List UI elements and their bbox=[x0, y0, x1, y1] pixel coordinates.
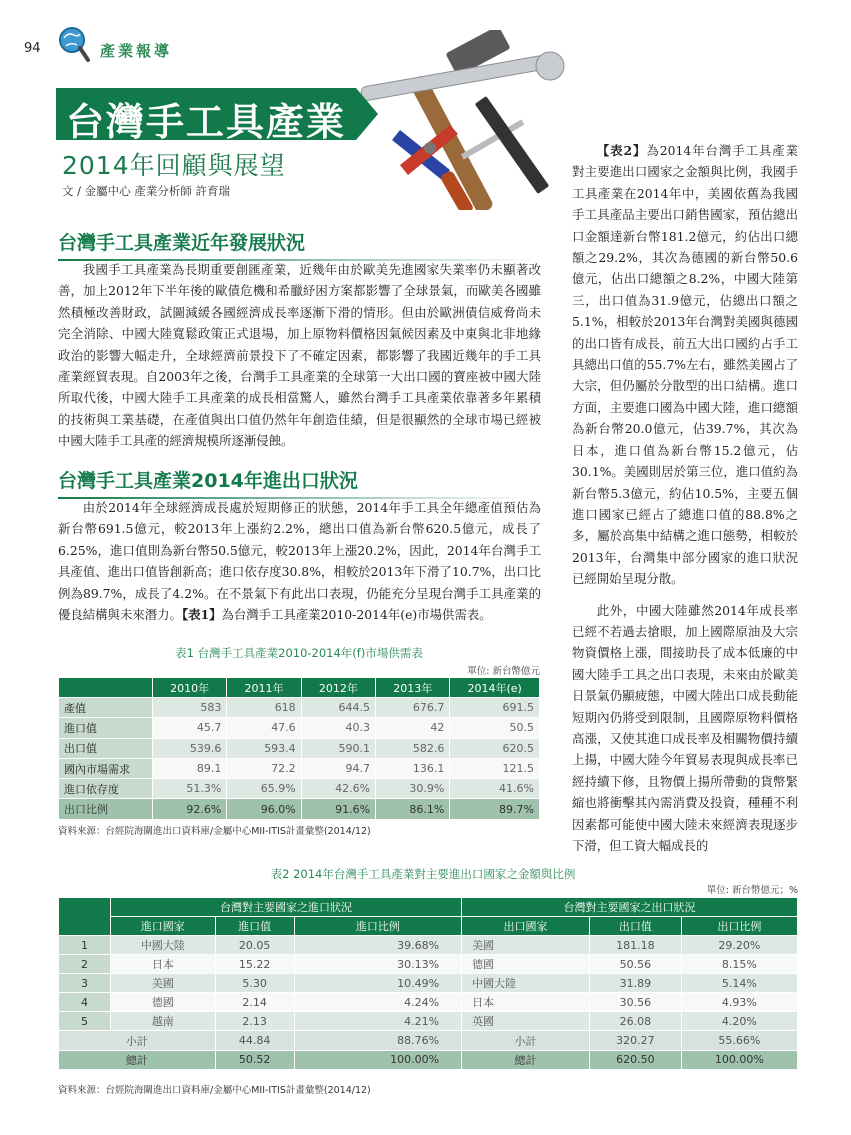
cell: 181.18 bbox=[589, 936, 681, 955]
cell: 4.24% bbox=[294, 993, 461, 1012]
cell: 91.6% bbox=[301, 799, 375, 819]
right-paragraph-2: 此外，中國大陸雖然2014年成長率已經不若過去搶眼，加上國際原油及大宗物資價格上漲，間接助長了成本低廉的中國大陸手工具之出口表現，未來由於歐美日景氣仍顯疲態，中國大陸出口成長動能短期內仍將受到限制，且國際原物料價格高漲，又使其進口成長率及相關物價持續上揚，中國大陸今年貿易表現與成長率已經持續下修，且物價上揚所帶動的貨幣緊縮也將衝擊其內需消費及投資，種種不利因素都可能使中國大陸未來經濟表現逐步下滑，但工資大幅成長的 bbox=[572, 602, 798, 853]
cell: 583 bbox=[153, 698, 227, 718]
cell: 50.5 bbox=[450, 718, 540, 738]
cell: 50.52 bbox=[215, 1050, 294, 1069]
row-label: 進口值 bbox=[59, 718, 153, 738]
table1-header-2014: 2014年(e) bbox=[450, 678, 540, 698]
byline: 文 / 金屬中心 產業分析師 許育瑞 bbox=[62, 184, 230, 198]
cell: 26.08 bbox=[589, 1012, 681, 1031]
cell: 8.15% bbox=[681, 955, 797, 974]
magnifier-globe-icon bbox=[58, 26, 90, 64]
cell: 100.00% bbox=[681, 1050, 797, 1069]
section1-paragraph: 我國手工具產業為長期重要創匯產業，近幾年由於歐美先進國家失業率仍未顯著改善，加上2012年下半年後的歐債危機和希臘紓困方案都影響了全球景氣，而歐美各國雖然積極改善財政，試圖減緩各國經濟成長率逐漸下滑的情形。但由於歐洲債信威脅尚未完全消除、中國大陸寬鬆政策正式退場，加上原物料價格因氣候因素及中東與北非地緣政治的影響大幅走升，全球經濟前景投下了不確定因素，都影響了我國近幾年的手工具產業經貿表現。自2003年之後，台灣手工具產業的全球第一大出口國的寶座被中國大陸所取代後，中國大陸手工具產業的成長相當驚人，雖然台灣手工具產業依靠著多年累積的技術與工業基礎，在產值與出口值仍然年年創造佳績，但是很顯然的全球市場已經被中國大陸手工具產的經濟規模所逐漸侵蝕。 bbox=[58, 262, 541, 449]
section1-body bbox=[58, 259, 541, 452]
cell: 100.00% bbox=[294, 1050, 461, 1069]
table-row bbox=[59, 718, 540, 738]
cell: 40.3 bbox=[301, 718, 375, 738]
right-column-body bbox=[572, 140, 798, 856]
cell: 日本 bbox=[462, 993, 590, 1012]
table1-header-2012: 2012年 bbox=[301, 678, 375, 698]
table-row bbox=[59, 779, 540, 799]
cell: 美國 bbox=[462, 936, 590, 955]
table2-unit: 單位: 新台幣億元；% bbox=[706, 885, 798, 896]
cell: 51.3% bbox=[153, 779, 227, 799]
header-import-value: 進口值 bbox=[215, 917, 294, 936]
table-row bbox=[59, 1012, 798, 1031]
right-paragraph-1: 為2014年台灣手工具產業對主要進出口國家之金額與比例，我國手工具產業在2014年中，美國依舊為我國手工具產品主要出口銷售國家，預估總出口金額達新台幣181.2億元，約佔出口總額之29.2%，其次為德國的新台幣50.6億元，佔出口總額之8.2%，中國大陸第三，出口值為31.9億元，佔總出口額之5.1%，相較於2013年台灣對美國與德國的出口皆有成長，前五大出口國約占手工具總出口值的55.7%左右，雖然美國占了大宗，但仍屬於分散型的出口結構。進口方面，主要進口國為中國大陸，進口總額為新台幣20.0億元，佔39.7%，其次為日本，進口值為新台幣15.2億元，佔30.1%。美國則居於第三位，進口值約為新台幣5.3億元，約佔10.5%，主要五個進口國家已經占了總進口值的88.8%之多，屬於高集中結構之進口態勢，相較於2013年，台灣集中部分國家的進口狀況已經開始呈現分散。 bbox=[572, 143, 798, 587]
row-label: 出口值 bbox=[59, 738, 153, 758]
cell: 88.76% bbox=[294, 1031, 461, 1050]
table2-source: 資料來源：台經院海關進出口資料庫/金屬中心MII-ITIS計畫彙整(2014/12) bbox=[58, 1085, 371, 1096]
cell: 中國大陸 bbox=[111, 936, 216, 955]
page-number: 94 bbox=[24, 41, 41, 56]
cell: 593.4 bbox=[227, 738, 301, 758]
rank: 5 bbox=[59, 1012, 111, 1031]
cell: 89.7% bbox=[450, 799, 540, 819]
table2-title: 表2 2014年台灣手工具產業對主要進出口國家之金額與比例 bbox=[270, 867, 576, 881]
row-label: 進口依存度 bbox=[59, 779, 153, 799]
rank: 1 bbox=[59, 936, 111, 955]
cell: 691.5 bbox=[450, 698, 540, 718]
cell: 92.6% bbox=[153, 799, 227, 819]
cell: 42.6% bbox=[301, 779, 375, 799]
cell: 4.93% bbox=[681, 993, 797, 1012]
section2-body bbox=[58, 497, 541, 625]
cell: 55.66% bbox=[681, 1031, 797, 1050]
section-label: 產業報導 bbox=[100, 42, 173, 60]
cell: 中國大陸 bbox=[462, 974, 590, 993]
cell: 30.9% bbox=[376, 779, 450, 799]
table1-unit: 單位: 新台幣億元 bbox=[467, 666, 540, 677]
cell: 20.05 bbox=[215, 936, 294, 955]
cell: 10.49% bbox=[294, 974, 461, 993]
cell: 總計 bbox=[462, 1050, 590, 1069]
export-group-header: 台灣對主要國家之出口狀況 bbox=[462, 898, 798, 917]
table1-source: 資料來源：台經院海關進出口資料庫/金屬中心MII-ITIS計畫彙整(2014/12) bbox=[58, 826, 371, 837]
cell: 30.13% bbox=[294, 955, 461, 974]
cell: 86.1% bbox=[376, 799, 450, 819]
cell: 2.13 bbox=[215, 1012, 294, 1031]
cell: 65.9% bbox=[227, 779, 301, 799]
rank: 2 bbox=[59, 955, 111, 974]
table1-header-2010: 2010年 bbox=[153, 678, 227, 698]
table-row bbox=[59, 799, 540, 819]
table2-ref: 【表2】 bbox=[596, 143, 647, 158]
table-row bbox=[59, 993, 798, 1012]
cell: 31.89 bbox=[589, 974, 681, 993]
cell: 320.27 bbox=[589, 1031, 681, 1050]
cell: 小計 bbox=[462, 1031, 590, 1050]
table-row bbox=[59, 974, 798, 993]
total-row bbox=[59, 1050, 798, 1069]
cell: 136.1 bbox=[376, 758, 450, 778]
rank: 4 bbox=[59, 993, 111, 1012]
cell: 89.1 bbox=[153, 758, 227, 778]
cell: 4.20% bbox=[681, 1012, 797, 1031]
cell: 英國 bbox=[462, 1012, 590, 1031]
table-row bbox=[59, 738, 540, 758]
table-row bbox=[59, 936, 798, 955]
cell: 29.20% bbox=[681, 936, 797, 955]
cell: 日本 bbox=[111, 955, 216, 974]
row-label: 國內市場需求 bbox=[59, 758, 153, 778]
cell: 121.5 bbox=[450, 758, 540, 778]
header-export-country: 出口國家 bbox=[462, 917, 590, 936]
subtotal-label: 小計 bbox=[59, 1031, 216, 1050]
cell: 5.30 bbox=[215, 974, 294, 993]
cell: 47.6 bbox=[227, 718, 301, 738]
article-title: 台灣手工具產業 bbox=[66, 100, 347, 144]
header-import-ratio: 進口比例 bbox=[294, 917, 461, 936]
section-heading-1: 台灣手工具產業近年發展狀況 bbox=[58, 228, 305, 255]
cell: 德國 bbox=[462, 955, 590, 974]
market-supply-table bbox=[58, 677, 540, 820]
cell: 2.14 bbox=[215, 993, 294, 1012]
cell: 620.5 bbox=[450, 738, 540, 758]
cell: 582.6 bbox=[376, 738, 450, 758]
cell: 5.14% bbox=[681, 974, 797, 993]
cell: 539.6 bbox=[153, 738, 227, 758]
cell: 72.2 bbox=[227, 758, 301, 778]
row-label: 出口比例 bbox=[59, 799, 153, 819]
cell: 15.22 bbox=[215, 955, 294, 974]
section2-paragraph-b: 為台灣手工具產業2010-2014年(e)市場供需表。 bbox=[221, 607, 492, 623]
cell: 620.50 bbox=[589, 1050, 681, 1069]
cell: 45.7 bbox=[153, 718, 227, 738]
cell: 676.7 bbox=[376, 698, 450, 718]
header-export-value: 出口值 bbox=[589, 917, 681, 936]
cell: 618 bbox=[227, 698, 301, 718]
table2-header-blank bbox=[59, 898, 111, 936]
cell: 44.84 bbox=[215, 1031, 294, 1050]
cell: 590.1 bbox=[301, 738, 375, 758]
header-import-country: 進口國家 bbox=[111, 917, 216, 936]
table1-header-blank bbox=[59, 678, 153, 698]
table1-ref: 【表1】 bbox=[181, 607, 222, 623]
cell: 644.5 bbox=[301, 698, 375, 718]
rank: 3 bbox=[59, 974, 111, 993]
cell: 越南 bbox=[111, 1012, 216, 1031]
cell: 94.7 bbox=[301, 758, 375, 778]
import-group-header: 台灣對主要國家之進口狀況 bbox=[111, 898, 462, 917]
cell: 41.6% bbox=[450, 779, 540, 799]
row-label: 產值 bbox=[59, 698, 153, 718]
table-row bbox=[59, 698, 540, 718]
subtotal-row bbox=[59, 1031, 798, 1050]
cell: 96.0% bbox=[227, 799, 301, 819]
trade-partners-table bbox=[58, 897, 798, 1070]
cell: 39.68% bbox=[294, 936, 461, 955]
total-label: 總計 bbox=[59, 1050, 216, 1069]
cell: 30.56 bbox=[589, 993, 681, 1012]
cell: 美國 bbox=[111, 974, 216, 993]
table-row bbox=[59, 758, 540, 778]
section-heading-2: 台灣手工具產業2014年進出口狀況 bbox=[58, 466, 358, 493]
cell: 50.56 bbox=[589, 955, 681, 974]
article-subtitle: 2014年回顧與展望 bbox=[62, 151, 286, 180]
cell: 德國 bbox=[111, 993, 216, 1012]
table1-header-2011: 2011年 bbox=[227, 678, 301, 698]
cell: 4.21% bbox=[294, 1012, 461, 1031]
table-row bbox=[59, 955, 798, 974]
table1-title: 表1 台灣手工具產業2010-2014年(f)市場供需表 bbox=[175, 646, 423, 660]
cell: 42 bbox=[376, 718, 450, 738]
header-export-ratio: 出口比例 bbox=[681, 917, 797, 936]
table1-header-2013: 2013年 bbox=[376, 678, 450, 698]
section2-paragraph-a: 由於2014年全球經濟成長處於短期修正的狀態，2014年手工具全年總產值預估為新台幣691.5億元，較2013年上漲約2.2%，總出口值為新台幣620.5億元，成長了6.25%，進口值則為新台幣50.5億元，較2013年上漲20.2%，因此，2014年台灣手工具產值、進出口值皆創新高；進口依存度30.8%，相較於2013年下滑了10.7%，出口比例為89.7%，成長了4.2%。在不景氣下有此出口表現，仍能充分呈現台灣手工具產業的優良結構與未來潛力。 bbox=[58, 500, 541, 623]
